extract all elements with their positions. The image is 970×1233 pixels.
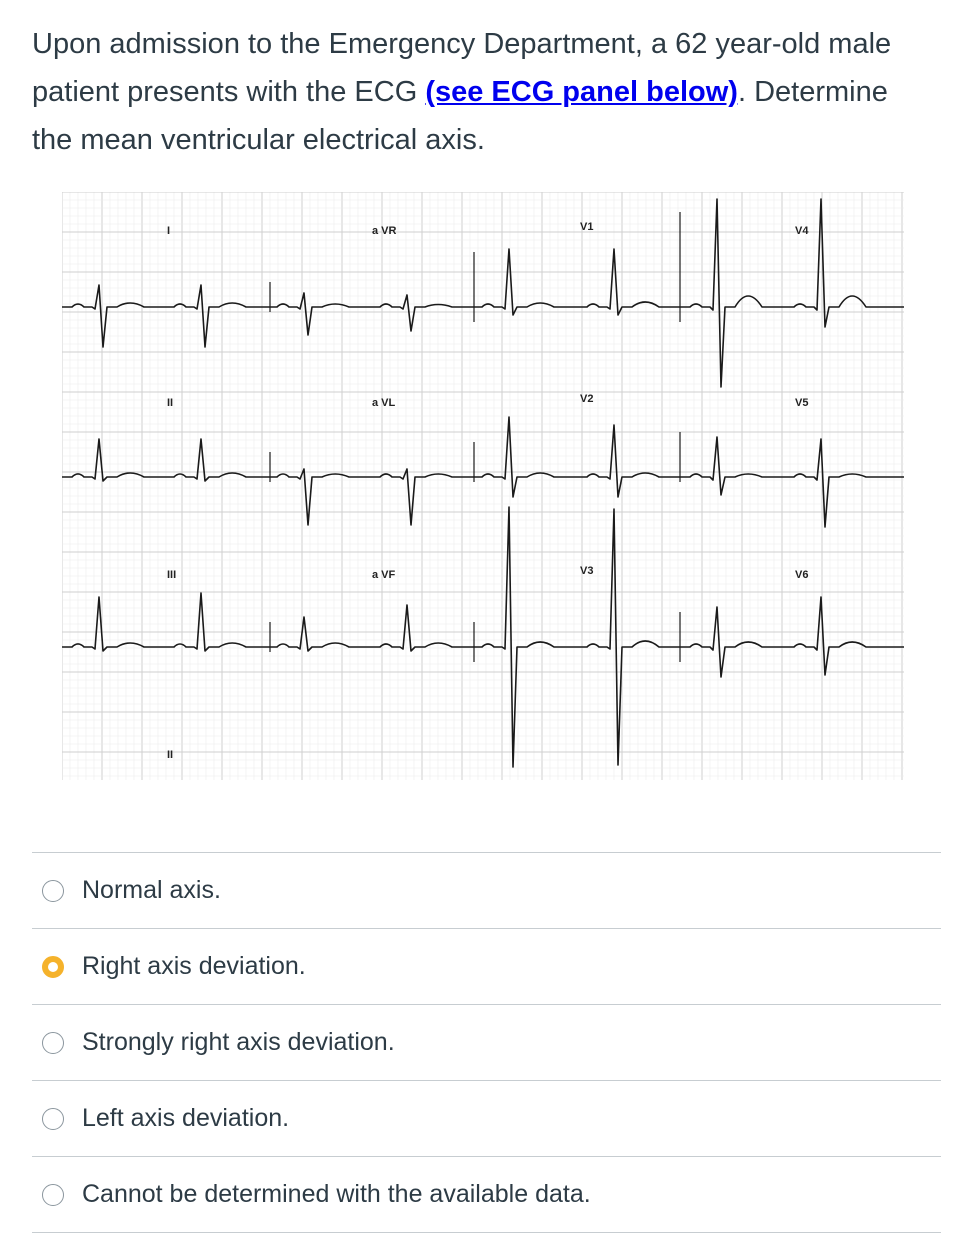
lead-label-v1: V1 (580, 221, 594, 233)
radio-button[interactable] (42, 1032, 64, 1054)
lead-label-v3: V3 (580, 565, 594, 577)
answer-option-left-axis-deviation[interactable] (32, 1081, 941, 1157)
lead-label-iii: III (167, 569, 177, 581)
lead-label-v4: V4 (795, 225, 809, 237)
radio-button[interactable] (42, 1108, 64, 1130)
answer-list (32, 852, 941, 1233)
answer-option-normal-axis[interactable] (32, 853, 941, 929)
lead-label-avl: a VL (372, 397, 396, 409)
answer-label: Right axis deviation. (82, 952, 306, 980)
answer-label: Strongly right axis deviation. (82, 1028, 395, 1056)
lead-label-avr: a VR (372, 225, 397, 237)
lead-label-ii: II (167, 397, 174, 409)
lead-label-v6: V6 (795, 569, 809, 581)
ecg-trace-row-1 (62, 199, 904, 387)
question-text-before: Upon admission to the Emergency Department, a 62 year-old male patient presents with the ECG (32, 28, 892, 108)
question-text-after: . Determine the mean ventricular electrical axis. (32, 76, 888, 156)
lead-label-v2: V2 (580, 393, 594, 405)
ecg-panel-link[interactable]: (see ECG panel below) (425, 76, 738, 108)
ecg-panel (62, 192, 904, 780)
question-text (32, 20, 932, 164)
answer-option-right-axis-deviation[interactable] (32, 929, 941, 1005)
ecg-image (62, 192, 904, 780)
radio-button[interactable] (42, 880, 64, 902)
radio-button-selected[interactable] (42, 956, 64, 978)
radio-button[interactable] (42, 1184, 64, 1206)
answer-label: Left axis deviation. (82, 1104, 290, 1132)
lead-label-v5: V5 (795, 397, 809, 409)
lead-label-i: I (167, 225, 171, 237)
ecg-traces (62, 199, 904, 767)
answer-option-cannot-be-determined[interactable] (32, 1157, 941, 1233)
lead-label-avf: a VF (372, 569, 396, 581)
lead-label-rhythm-ii: II (167, 749, 174, 761)
answer-option-strongly-right-axis-deviation[interactable] (32, 1005, 941, 1081)
ecg-grid (62, 192, 904, 780)
answer-label: Cannot be determined with the available data. (82, 1180, 591, 1208)
answer-label: Normal axis. (82, 876, 221, 904)
